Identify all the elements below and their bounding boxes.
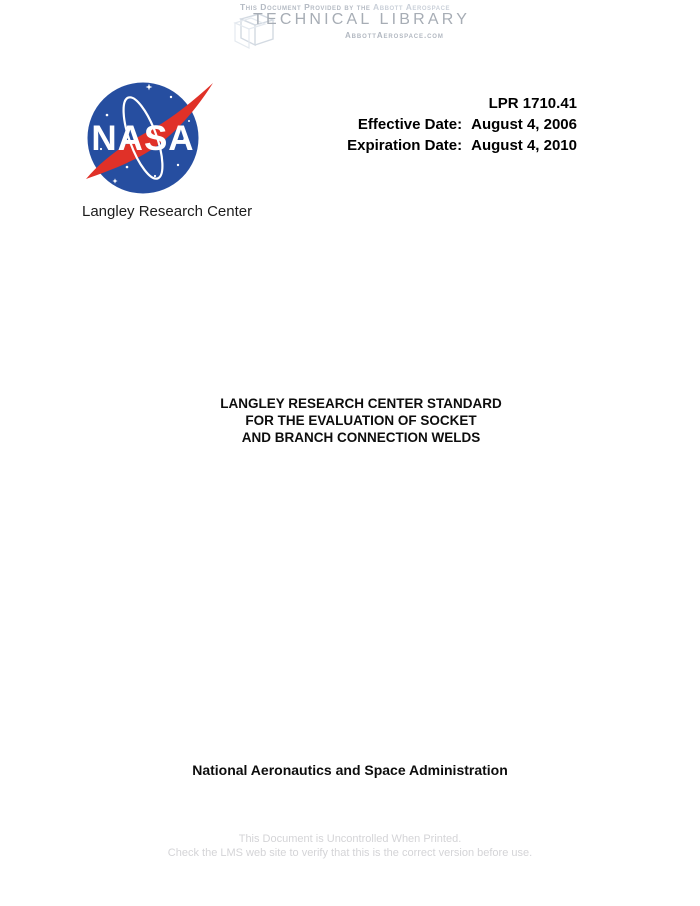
uncontrolled-copy-notice <box>0 832 700 860</box>
effective-date-line <box>347 114 577 135</box>
expiration-date-label: Expiration Date: <box>347 137 463 154</box>
watermark-library-title: TECHNICAL LIBRARY <box>253 11 471 28</box>
notice-line1: This Document is Uncontrolled When Printed. <box>238 833 462 845</box>
notice-line2: Check the LMS web site to verify that this is the correct version before use. <box>167 847 533 859</box>
document-title-line2: FOR THE EVALUATION OF SOCKET <box>245 413 477 428</box>
nasa-logo-text: NASA <box>91 119 195 158</box>
center-name: Langley Research Center <box>82 203 253 220</box>
effective-date-value: August 4, 2006 <box>471 116 577 133</box>
watermark-site-url: AbbottAerospace.com <box>345 31 444 40</box>
nasa-insignia-logo <box>85 77 215 199</box>
effective-date-label: Effective Date: <box>357 116 463 133</box>
document-number: LPR 1710.41 <box>488 95 577 112</box>
document-title <box>11 395 700 446</box>
agency-name-footer: National Aeronautics and Space Administration <box>192 762 508 778</box>
watermark-brand-text: Abbott Aerospace <box>373 2 451 12</box>
watermark-provided-by-text: This Document Provided by the <box>240 2 371 12</box>
document-title-line3: AND BRANCH CONNECTION WELDS <box>241 430 481 445</box>
document-title-line1: LANGLEY RESEARCH CENTER STANDARD <box>220 396 502 411</box>
document-info-block <box>347 93 577 156</box>
expiration-date-value: August 4, 2010 <box>471 137 577 154</box>
expiration-date-line <box>347 135 577 156</box>
